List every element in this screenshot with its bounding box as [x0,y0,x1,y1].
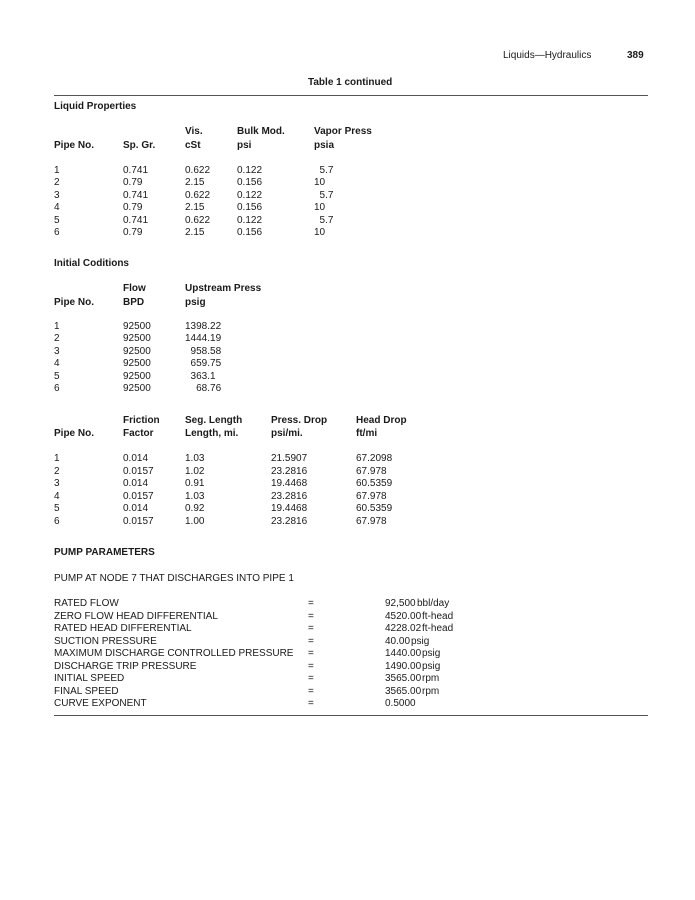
column-header-top: Vis. [185,126,203,137]
table-cell: 1 [54,165,60,176]
pump-param-equals: = [308,648,314,659]
pump-param-equals: = [308,685,314,697]
table-cell: 92500 [123,345,151,357]
table-cell: 92500 [123,321,151,332]
table-cell: 659.75 [185,358,222,370]
pump-param-value: 92,500 [385,598,416,609]
table-cell: 1.02 [185,465,205,477]
table-cell: 4 [54,202,60,214]
table-cell: 3 [54,345,60,357]
pump-subtitle: PUMP AT NODE 7 THAT DISCHARGES INTO PIPE 1 [54,573,294,584]
table-cell: 0.0157 [123,465,154,477]
table-cell: 68.76 [185,383,222,394]
pump-param-equals: = [308,623,314,634]
column-header: ft/mi [356,428,378,439]
column-header: psia [314,140,335,151]
pump-param-label: SUCTION PRESSURE [54,635,157,647]
table-cell: 6 [54,227,60,238]
table-cell: 5 [54,370,60,382]
top-rule [54,95,648,96]
pump-param-label: FINAL SPEED [54,685,119,697]
pump-param-label: RATED HEAD DIFFERENTIAL [54,623,192,634]
table-cell: 2.15 [185,177,205,189]
initial-conditions-title: Initial Coditions [54,258,129,269]
page-number: 389 [627,50,644,61]
table-cell: 67.978 [356,516,387,527]
pump-param-value: 4228.02 [385,623,422,634]
table-cell: 67.978 [356,490,387,502]
table-cell: 0.122 [237,165,263,176]
pump-param-unit: bbl/day [417,598,450,609]
table-cell: 0.0157 [123,516,154,527]
table-cell: 0.122 [237,214,263,226]
column-header: psi/mi. [271,428,303,439]
column-header: Sp. Gr. [123,140,156,151]
table-cell: 5 [54,503,60,515]
pump-param-value: 3565.00 [385,685,422,697]
table-cell: 0.014 [123,503,149,515]
running-title: Liquids—Hydraulics [503,50,592,61]
table-cell: 10 [314,202,326,214]
table-cell: 0.014 [123,453,149,464]
table-cell: 5.7 [314,189,334,201]
pump-param-label: RATED FLOW [54,598,119,609]
table-cell: 1.00 [185,516,205,527]
column-header-top: Head Drop [356,415,407,426]
table-cell: 92500 [123,333,151,345]
column-header-top: Friction [123,415,160,426]
table-cell: 1 [54,321,60,332]
pump-param-value: 1440.00 [385,648,422,659]
table-cell: 19.4468 [271,503,308,515]
table-cell: 0.92 [185,503,205,515]
table-cell: 2.15 [185,202,205,214]
table-cell: 10 [314,227,326,238]
pump-param-label: DISCHARGE TRIP PRESSURE [54,660,197,672]
pump-param-unit: psig [422,648,441,659]
pump-param-value: 40.00 [385,635,411,647]
table-cell: 60.5359 [356,503,393,515]
table-cell: 0.622 [185,165,211,176]
table-cell: 23.2816 [271,516,308,527]
table-cell: 958.58 [185,345,222,357]
table-cell: 2 [54,465,60,477]
table-cell: 0.91 [185,478,205,490]
table-cell: 1398.22 [185,321,222,332]
table-cell: 1 [54,453,60,464]
table-cell: 67.2098 [356,453,393,464]
table-cell: 2 [54,177,60,189]
table-cell: 19.4468 [271,478,308,490]
pump-param-unit: psig [422,660,441,672]
column-header-top: Vapor Press [314,126,372,137]
pump-param-value: 0.5000 [385,698,416,709]
pump-param-equals: = [308,673,314,684]
table-cell: 92500 [123,358,151,370]
table-cell: 0.0157 [123,490,154,502]
table-cell: 10 [314,177,326,189]
table-cell: 0.014 [123,478,149,490]
column-header: Length, mi. [185,428,239,439]
table-cell: 1.03 [185,453,205,464]
table-cell: 3 [54,478,60,490]
table-cell: 23.2816 [271,490,308,502]
table-cell: 0.79 [123,227,143,238]
column-header: BPD [123,297,145,308]
column-header-top: Flow [123,283,146,294]
pump-param-label: MAXIMUM DISCHARGE CONTROLLED PRESSURE [54,648,294,659]
column-header: psi [237,140,252,151]
pump-parameters-title: PUMP PARAMETERS [54,547,155,558]
column-header: Factor [123,428,154,439]
table-cell: 0.122 [237,189,263,201]
table-cell: 0.741 [123,189,149,201]
pump-param-equals: = [308,660,314,672]
table-cell: 5.7 [314,214,334,226]
liquid-properties-title: Liquid Properties [54,101,137,112]
pump-param-unit: ft-head [422,623,454,634]
pump-param-label: CURVE EXPONENT [54,698,147,709]
pump-param-value: 3565.00 [385,673,422,684]
pump-param-equals: = [308,698,314,709]
column-header: Pipe No. [54,140,95,151]
table-cell: 0.741 [123,214,149,226]
table-cell: 2 [54,333,60,345]
table-cell: 0.79 [123,177,143,189]
table-cell: 0.741 [123,165,149,176]
column-header: Pipe No. [54,428,95,439]
table-cell: 0.156 [237,227,263,238]
column-header: psig [185,297,206,308]
table-cell: 92500 [123,370,151,382]
pump-param-unit: rpm [422,673,440,684]
pump-param-unit: rpm [422,685,440,697]
column-header: Pipe No. [54,297,95,308]
table-cell: 5 [54,214,60,226]
table-title: Table 1 continued [308,77,393,88]
table-cell: 0.79 [123,202,143,214]
table-cell: 4 [54,358,60,370]
table-cell: 0.156 [237,202,263,214]
pump-param-unit: ft-head [422,610,454,622]
pump-param-value: 1490.00 [385,660,422,672]
pump-param-unit: psig [411,635,430,647]
table-cell: 60.5359 [356,478,393,490]
table-cell: 6 [54,516,60,527]
pump-param-equals: = [308,610,314,622]
column-header: cSt [185,140,201,151]
pump-param-value: 4520.00 [385,610,422,622]
table-cell: 92500 [123,383,151,394]
table-cell: 2.15 [185,227,205,238]
table-cell: 21.5907 [271,453,308,464]
table-cell: 0.622 [185,189,211,201]
table-cell: 5.7 [314,165,334,176]
table-cell: 1444.19 [185,333,222,345]
column-header-top: Seg. Length [185,415,243,426]
table-cell: 1.03 [185,490,205,502]
table-cell: 6 [54,383,60,394]
column-header-top: Press. Drop [271,415,328,426]
column-header-top: Bulk Mod. [237,126,285,137]
table-cell: 3 [54,189,60,201]
bottom-rule [54,715,648,716]
table-cell: 4 [54,490,60,502]
column-header-top: Upstream Press [185,283,262,294]
pump-param-label: ZERO FLOW HEAD DIFFERENTIAL [54,610,218,622]
table-cell: 0.156 [237,177,263,189]
pump-param-label: INITIAL SPEED [54,673,125,684]
table-cell: 23.2816 [271,465,308,477]
pump-param-equals: = [308,598,314,609]
table-cell: 0.622 [185,214,211,226]
pump-param-equals: = [308,635,314,647]
table-cell: 363.1 [185,370,216,382]
table-cell: 67.978 [356,465,387,477]
